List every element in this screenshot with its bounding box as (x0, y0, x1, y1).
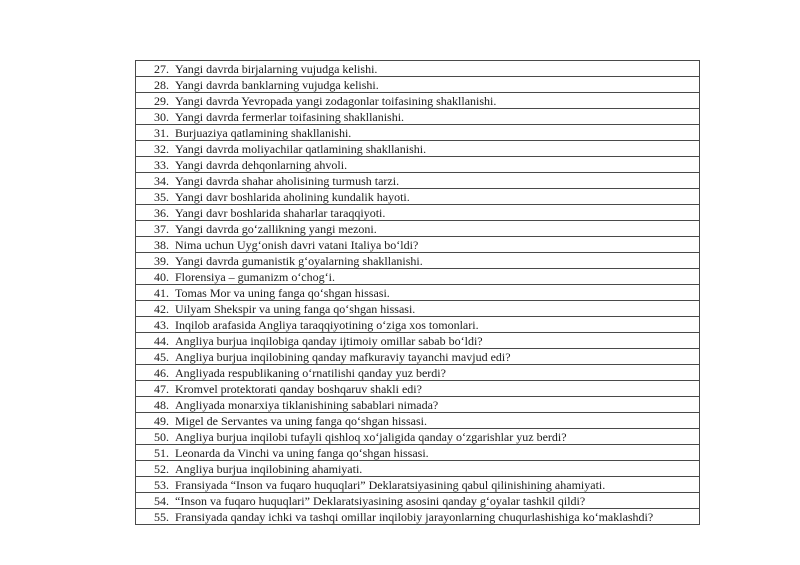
question-text: Inqilob arafasida Angliya taraqqiyotining o‘ziga xos tomonlari. (175, 318, 479, 332)
question-text: Angliyada respublikaning o‘rnatilishi qanday yuz berdi? (175, 366, 446, 380)
question-text: Fransiyada qanday ichki va tashqi omillar inqilobiy jarayonlarning chuqurlashishiga ko‘maklashdi? (175, 510, 654, 524)
question-item (136, 349, 699, 364)
question-row (136, 221, 700, 237)
question-cell (136, 365, 700, 381)
question-row (136, 477, 700, 493)
question-text: Yangi davrda moliyachilar qatlamining shakllanishi. (175, 142, 427, 156)
question-cell (136, 461, 700, 477)
question-text: Yangi davr boshlarida aholining kundalik hayoti. (175, 190, 410, 204)
question-text: “Inson va fuqaro huquqlari” Deklaratsiyasining asosini qanday g‘oyalar tashkil qildi? (175, 494, 586, 508)
question-item (136, 253, 699, 268)
question-number: 41. (154, 286, 169, 300)
question-number: 51. (154, 446, 169, 460)
question-number: 32. (154, 142, 169, 156)
question-row (136, 493, 700, 509)
question-number: 29. (154, 94, 169, 108)
question-number: 49. (154, 414, 169, 428)
question-text: Yangi davr boshlarida shaharlar taraqqiyoti. (175, 206, 386, 220)
question-item (136, 477, 699, 492)
question-number: 36. (154, 206, 169, 220)
question-number: 46. (154, 366, 169, 380)
question-number: 47. (154, 382, 169, 396)
question-item (136, 221, 699, 236)
question-text: Uilyam Shekspir va uning fanga qo‘shgan hissasi. (175, 302, 416, 316)
question-number: 37. (154, 222, 169, 236)
question-text: Migel de Servantes va uning fanga qo‘shgan hissasi. (175, 414, 427, 428)
question-item (136, 141, 699, 156)
question-cell (136, 349, 700, 365)
question-text: Yangi davrda gumanistik g‘oyalarning shakllanishi. (175, 254, 423, 268)
question-number: 42. (154, 302, 169, 316)
question-item (136, 109, 699, 124)
question-number: 27. (154, 62, 169, 76)
question-row (136, 237, 700, 253)
question-cell (136, 93, 700, 109)
question-cell (136, 317, 700, 333)
question-number: 34. (154, 174, 169, 188)
question-cell (136, 205, 700, 221)
question-item (136, 509, 699, 524)
question-cell (136, 173, 700, 189)
question-number: 28. (154, 78, 169, 92)
question-row (136, 445, 700, 461)
question-number: 52. (154, 462, 169, 476)
question-text: Angliya burjua inqilobining qanday mafkuraviy tayanchi mavjud edi? (175, 350, 511, 364)
question-cell (136, 189, 700, 205)
question-number: 50. (154, 430, 169, 444)
question-cell (136, 109, 700, 125)
questions-table-body (136, 61, 700, 525)
question-item (136, 397, 699, 412)
question-row (136, 461, 700, 477)
question-text: Nima uchun Uyg‘onish davri vatani Italiya bo‘ldi? (175, 238, 419, 252)
question-item (136, 381, 699, 396)
question-row (136, 285, 700, 301)
question-number: 38. (154, 238, 169, 252)
question-row (136, 189, 700, 205)
question-item (136, 413, 699, 428)
question-item (136, 493, 699, 508)
question-row (136, 365, 700, 381)
question-row (136, 173, 700, 189)
question-item (136, 333, 699, 348)
question-row (136, 429, 700, 445)
question-cell (136, 285, 700, 301)
question-item (136, 205, 699, 220)
question-row (136, 93, 700, 109)
question-item (136, 189, 699, 204)
question-text: Angliya burjua inqilobiga qanday ijtimoiy omillar sabab bo‘ldi? (175, 334, 483, 348)
question-number: 48. (154, 398, 169, 412)
question-item (136, 445, 699, 460)
question-cell (136, 413, 700, 429)
question-number: 30. (154, 110, 169, 124)
question-text: Yangi davrda Yevropada yangi zodagonlar toifasining shakllanishi. (175, 94, 497, 108)
question-row (136, 109, 700, 125)
question-row (136, 397, 700, 413)
question-item (136, 285, 699, 300)
question-text: Tomas Mor va uning fanga qo‘shgan hissasi. (175, 286, 390, 300)
question-row (136, 77, 700, 93)
question-number: 31. (154, 126, 169, 140)
question-text: Leonarda da Vinchi va uning fanga qo‘shgan hissasi. (175, 446, 429, 460)
question-cell (136, 429, 700, 445)
question-cell (136, 397, 700, 413)
question-row (136, 253, 700, 269)
question-text: Burjuaziya qatlamining shakllanishi. (175, 126, 352, 140)
question-number: 54. (154, 494, 169, 508)
question-text: Angliya burjua inqilobi tufayli qishloq xo‘jaligida qanday o‘zgarishlar yuz berdi? (175, 430, 567, 444)
question-text: Yangi davrda birjalarning vujudga kelishi. (175, 62, 378, 76)
question-item (136, 77, 699, 92)
question-cell (136, 333, 700, 349)
question-text: Yangi davrda shahar aholisining turmush tarzi. (175, 174, 400, 188)
question-item (136, 269, 699, 284)
question-row (136, 301, 700, 317)
question-row (136, 333, 700, 349)
question-number: 55. (154, 510, 169, 524)
question-item (136, 173, 699, 188)
question-text: Angliya burjua inqilobining ahamiyati. (175, 462, 363, 476)
question-item (136, 125, 699, 140)
question-item (136, 461, 699, 476)
question-number: 39. (154, 254, 169, 268)
question-row (136, 125, 700, 141)
question-row (136, 381, 700, 397)
question-cell (136, 269, 700, 285)
question-cell (136, 125, 700, 141)
question-cell (136, 237, 700, 253)
question-item (136, 317, 699, 332)
question-number: 45. (154, 350, 169, 364)
question-text: Florensiya – gumanizm o‘chog‘i. (175, 270, 335, 284)
question-item (136, 365, 699, 380)
question-text: Fransiyada “Inson va fuqaro huquqlari” Deklaratsiyasining qabul qilinishining ahamiyati. (175, 478, 606, 492)
question-text: Angliyada monarxiya tiklanishining sabablari nimada? (175, 398, 439, 412)
question-row (136, 413, 700, 429)
question-row (136, 269, 700, 285)
question-item (136, 157, 699, 172)
question-item (136, 237, 699, 252)
question-number: 35. (154, 190, 169, 204)
question-text: Yangi davrda fermerlar toifasining shakllanishi. (175, 110, 405, 124)
question-text: Yangi davrda banklarning vujudga kelishi. (175, 78, 379, 92)
question-item (136, 301, 699, 316)
question-number: 33. (154, 158, 169, 172)
question-row (136, 141, 700, 157)
question-cell (136, 221, 700, 237)
question-item (136, 61, 699, 76)
question-cell (136, 301, 700, 317)
question-row (136, 509, 700, 525)
question-item (136, 429, 699, 444)
question-cell (136, 493, 700, 509)
question-cell (136, 61, 700, 77)
question-cell (136, 141, 700, 157)
question-text: Yangi davrda go‘zallikning yangi mezoni. (175, 222, 377, 236)
question-number: 40. (154, 270, 169, 284)
question-text: Yangi davrda dehqonlarning ahvoli. (175, 158, 348, 172)
question-item (136, 93, 699, 108)
question-row (136, 349, 700, 365)
question-cell (136, 445, 700, 461)
question-number: 43. (154, 318, 169, 332)
question-cell (136, 253, 700, 269)
question-text: Kromvel protektorati qanday boshqaruv shakli edi? (175, 382, 422, 396)
question-row (136, 205, 700, 221)
questions-table (135, 60, 700, 525)
question-cell (136, 77, 700, 93)
question-row (136, 61, 700, 77)
question-cell (136, 381, 700, 397)
question-number: 44. (154, 334, 169, 348)
question-number: 53. (154, 478, 169, 492)
question-cell (136, 157, 700, 173)
question-row (136, 157, 700, 173)
question-row (136, 317, 700, 333)
question-cell (136, 509, 700, 525)
question-cell (136, 477, 700, 493)
